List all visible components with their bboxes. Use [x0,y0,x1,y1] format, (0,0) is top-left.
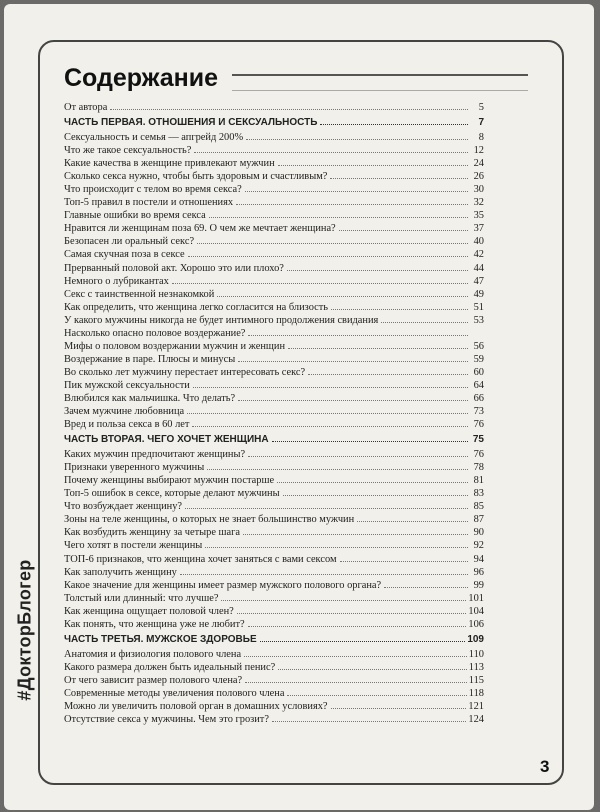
toc-page-number: 92 [473,540,484,552]
toc-leader-dots [308,374,468,375]
toc-page-number: 8 [478,132,484,144]
toc-leader-dots [205,547,468,548]
toc-entry-title: От автора [64,102,108,113]
toc-page-number: 124 [468,714,484,726]
toc-leader-dots [217,296,468,297]
toc-page-number: 104 [468,605,484,617]
toc-entry [64,366,484,379]
toc-entry [64,661,484,674]
toc-entry-title: Сколько секса нужно, чтобы быть здоровым и счастливым? [64,171,328,183]
toc-entry-title: Вред и польза секса в 60 лет [64,419,190,431]
spine-text: #ДокторБлогер [14,559,35,701]
toc-entry [64,487,484,500]
toc-page-number: 94 [473,553,484,565]
toc-leader-dots [197,243,468,244]
toc-page-number: 24 [473,158,484,170]
toc-page-number: 96 [473,566,484,578]
toc-leader-dots [320,124,468,125]
toc-page-number: 90 [473,527,484,539]
toc-leader-dots [248,456,468,457]
toc-page-number: 109 [467,633,484,645]
toc-entry [64,170,484,183]
toc-entry-title: Анатомия и физиология полового члена [64,648,242,660]
toc-entry [64,275,484,288]
toc-leader-dots [381,322,468,323]
toc-entry [64,687,484,700]
toc-entry-title: Главные ошибки во время секса [64,210,206,222]
toc-leader-dots [172,283,468,284]
toc-page-number: 44 [473,262,484,274]
toc-leader-dots [331,309,468,310]
toc-page-number: 75 [472,434,484,446]
toc-entry [64,144,484,157]
toc-page-number: 51 [473,301,484,313]
toc-leader-dots [246,139,468,140]
toc-page-number: 26 [473,171,484,183]
spine-label [10,520,40,740]
toc-entry-title: Нравится ли женщинам поза 69. О чем же мечтает женщина? [64,223,336,235]
toc-page-number: 106 [468,618,484,630]
toc-entry-title: От чего зависит размер полового члена? [64,674,243,686]
toc-leader-dots [188,256,468,257]
toc-entry-title: Отсутствие секса у мужчины. Чем это грозит? [64,714,269,726]
toc-part-heading [64,433,484,448]
toc-page-number: 110 [468,648,484,660]
toc-entry [64,648,484,661]
toc-page-number: 53 [473,314,484,326]
toc-leader-dots [180,574,468,575]
toc-leader-dots [185,508,468,509]
toc-leader-dots [236,204,468,205]
toc-leader-dots [260,641,466,642]
toc-entry [64,592,484,605]
toc-entry [64,553,484,566]
toc-page-number: 121 [468,700,484,712]
toc-entry-title: Влюбился как мальчишка. Что делать? [64,392,236,404]
toc-entry [64,526,484,539]
toc-entry [64,713,484,726]
toc-entry [64,461,484,474]
toc-entry [64,262,484,275]
toc-leader-dots [331,708,467,709]
toc-page-number: 118 [468,687,484,699]
toc-entry [64,131,484,144]
toc-entry-title: ЧАСТЬ ВТОРАЯ. ЧЕГО ХОЧЕТ ЖЕНЩИНА [64,434,269,446]
toc-leader-dots [357,521,468,522]
page-title: Содержание [64,64,219,92]
toc-page-number: 30 [473,184,484,196]
toc-leader-dots [340,561,468,562]
toc-entry [64,301,484,314]
toc-entry-title: Признаки уверенного мужчины [64,462,205,474]
toc-entry-title: Немного о лубрикантах [64,275,169,287]
toc-entry [64,513,484,526]
toc-leader-dots [384,587,468,588]
toc-entry-title: Чего хотят в постели женщины [64,540,203,552]
toc-leader-dots [245,191,468,192]
toc-entry-title: Прерванный половой акт. Хорошо это или плохо? [64,262,284,274]
toc-entry-title: У какого мужчины никогда не будет интимного продолжения свидания [64,314,379,326]
toc-part-heading [64,633,484,648]
toc-leader-dots [278,669,467,670]
toc-entry [64,379,484,392]
toc-entry [64,248,484,261]
toc-page-number: 37 [473,223,484,235]
toc-entry-title: Мифы о половом воздержании мужчин и женщин [64,340,286,352]
toc-entry-title: ЧАСТЬ ПЕРВАЯ. ОТНОШЕНИЯ И СЕКСУАЛЬНОСТЬ [64,117,318,129]
toc-page-number: 40 [473,236,484,248]
toc-entry-title: Зачем мужчине любовница [64,406,185,418]
toc-entry [64,340,484,353]
toc-page-number: 56 [473,340,484,352]
toc-leader-dots [287,270,468,271]
toc-page-number: 85 [473,501,484,513]
toc-entry-title: Как возбудить женщину за четыре шага [64,527,241,539]
toc-page-number: 115 [468,674,484,686]
toc-entry-title: Что происходит с телом во время секса? [64,184,242,196]
toc-entry [64,448,484,461]
toc-leader-dots [237,613,467,614]
toc-page-number: 7 [478,117,484,129]
toc-entry [64,209,484,222]
toc-entry-title: Самая скучная поза в сексе [64,249,185,261]
toc-entry [64,327,484,340]
toc-leader-dots [248,626,467,627]
toc-page-number: 101 [468,592,484,604]
toc-entry-title: Безопасен ли оральный секс? [64,236,195,248]
toc-page-number: 60 [473,366,484,378]
toc-entry [64,183,484,196]
toc-entry-title: Как определить, что женщина легко согласится на близость [64,301,329,313]
toc-entry-title: Как понять, что женщина уже не любит? [64,618,245,630]
toc-leader-dots [330,178,468,179]
toc-entry-title: Во сколько лет мужчину перестает интересовать секс? [64,366,306,378]
toc-page-number: 99 [473,579,484,591]
toc-page-number: 87 [473,514,484,526]
toc-entry [64,500,484,513]
toc-leader-dots [238,400,468,401]
toc-entry-title: Пик мужской сексуальности [64,379,190,391]
toc-entry [64,418,484,431]
toc-entry-title: Почему женщины выбирают мужчин постарше [64,475,275,487]
toc-entry [64,605,484,618]
toc-entry-title: Толстый или длинный: что лучше? [64,592,219,604]
toc-entry-title: Топ-5 правил в постели и отношениях [64,197,234,209]
toc-entry-title: Что же такое сексуальность? [64,145,192,157]
toc-page-number: 64 [473,379,484,391]
toc-entry-title: Современные методы увеличения полового члена [64,687,285,699]
page-number: 3 [540,757,550,776]
toc-entry [64,288,484,301]
toc-entry-title: Какие качества в женщине привлекают мужчин [64,158,275,170]
toc-entry [64,539,484,552]
toc-leader-dots [243,534,468,535]
toc-page-number: 49 [473,288,484,300]
toc-entry-title: Насколько опасно половое воздержание? [64,327,246,339]
toc-page-number: 47 [473,275,484,287]
toc-entry-title: ЧАСТЬ ТРЕТЬЯ. МУЖСКОЕ ЗДОРОВЬЕ [64,633,257,645]
toc-page-number: 32 [473,197,484,209]
toc-page-number: 35 [473,210,484,222]
toc-leader-dots [283,495,468,496]
toc-entry [64,235,484,248]
toc-leader-dots [194,152,468,153]
toc-leader-dots [192,426,468,427]
toc-leader-dots [209,217,468,218]
toc-leader-dots [221,600,466,601]
toc-entry-title: Что возбуждает женщину? [64,501,183,513]
toc-part-heading [64,116,484,131]
toc-page-number: 78 [473,462,484,474]
toc-entry-title: Каких мужчин предпочитают женщины? [64,449,246,461]
toc-entry [64,196,484,209]
toc-page-number: 42 [473,249,484,261]
toc-entry [64,618,484,631]
table-of-contents [64,101,484,726]
toc-leader-dots [272,721,466,722]
toc-page-number: 5 [478,102,484,113]
toc-leader-dots [238,361,468,362]
toc-leader-dots [245,682,467,683]
toc-entry [64,579,484,592]
toc-entry [64,157,484,170]
toc-page-number: 81 [473,475,484,487]
toc-entry [64,353,484,366]
toc-entry-title: Можно ли увеличить половой орган в домашних условиях? [64,700,328,712]
toc-leader-dots [272,441,468,442]
toc-entry-title: Как заполучить женщину [64,566,177,578]
toc-leader-dots [193,387,468,388]
toc-leader-dots [244,656,467,657]
toc-entry [64,405,484,418]
title-rule [232,74,528,91]
toc-entry-title: ТОП-6 признаков, что женщина хочет заняться с вами сексом [64,553,337,565]
toc-entry [64,314,484,327]
toc-leader-dots [248,335,468,336]
toc-leader-dots [110,109,468,110]
toc-entry [64,700,484,713]
toc-entry-title: Как женщина ощущает половой член? [64,605,234,617]
toc-entry [64,101,484,114]
toc-entry-title: Какое значение для женщины имеет размер мужского полового органа? [64,579,382,591]
toc-leader-dots [277,482,468,483]
toc-page-number: 12 [473,145,484,157]
toc-page-number: 113 [468,661,484,673]
toc-entry [64,392,484,405]
toc-leader-dots [288,348,468,349]
toc-entry [64,222,484,235]
toc-page-number: 83 [473,488,484,500]
toc-page-number: 73 [473,406,484,418]
toc-entry-title: Какого размера должен быть идеальный пенис? [64,661,276,673]
toc-leader-dots [287,695,466,696]
toc-entry-title: Сексуальность и семья — апгрейд 200% [64,132,244,144]
toc-leader-dots [339,230,468,231]
toc-entry [64,566,484,579]
toc-entry-title: Топ-5 ошибок в сексе, которые делают мужчины [64,488,280,500]
toc-entry-title: Зоны на теле женщины, о которых не знает большинство мужчин [64,514,355,526]
toc-page-number: 76 [473,449,484,461]
toc-entry-title: Воздержание в паре. Плюсы и минусы [64,353,236,365]
toc-leader-dots [278,165,468,166]
toc-leader-dots [187,413,468,414]
toc-entry [64,674,484,687]
toc-page-number: 76 [473,419,484,431]
toc-page-number: 59 [473,353,484,365]
toc-page-number: 66 [473,392,484,404]
toc-entry-title: Секс с таинственной незнакомкой [64,288,215,300]
toc-leader-dots [207,469,468,470]
toc-entry [64,474,484,487]
